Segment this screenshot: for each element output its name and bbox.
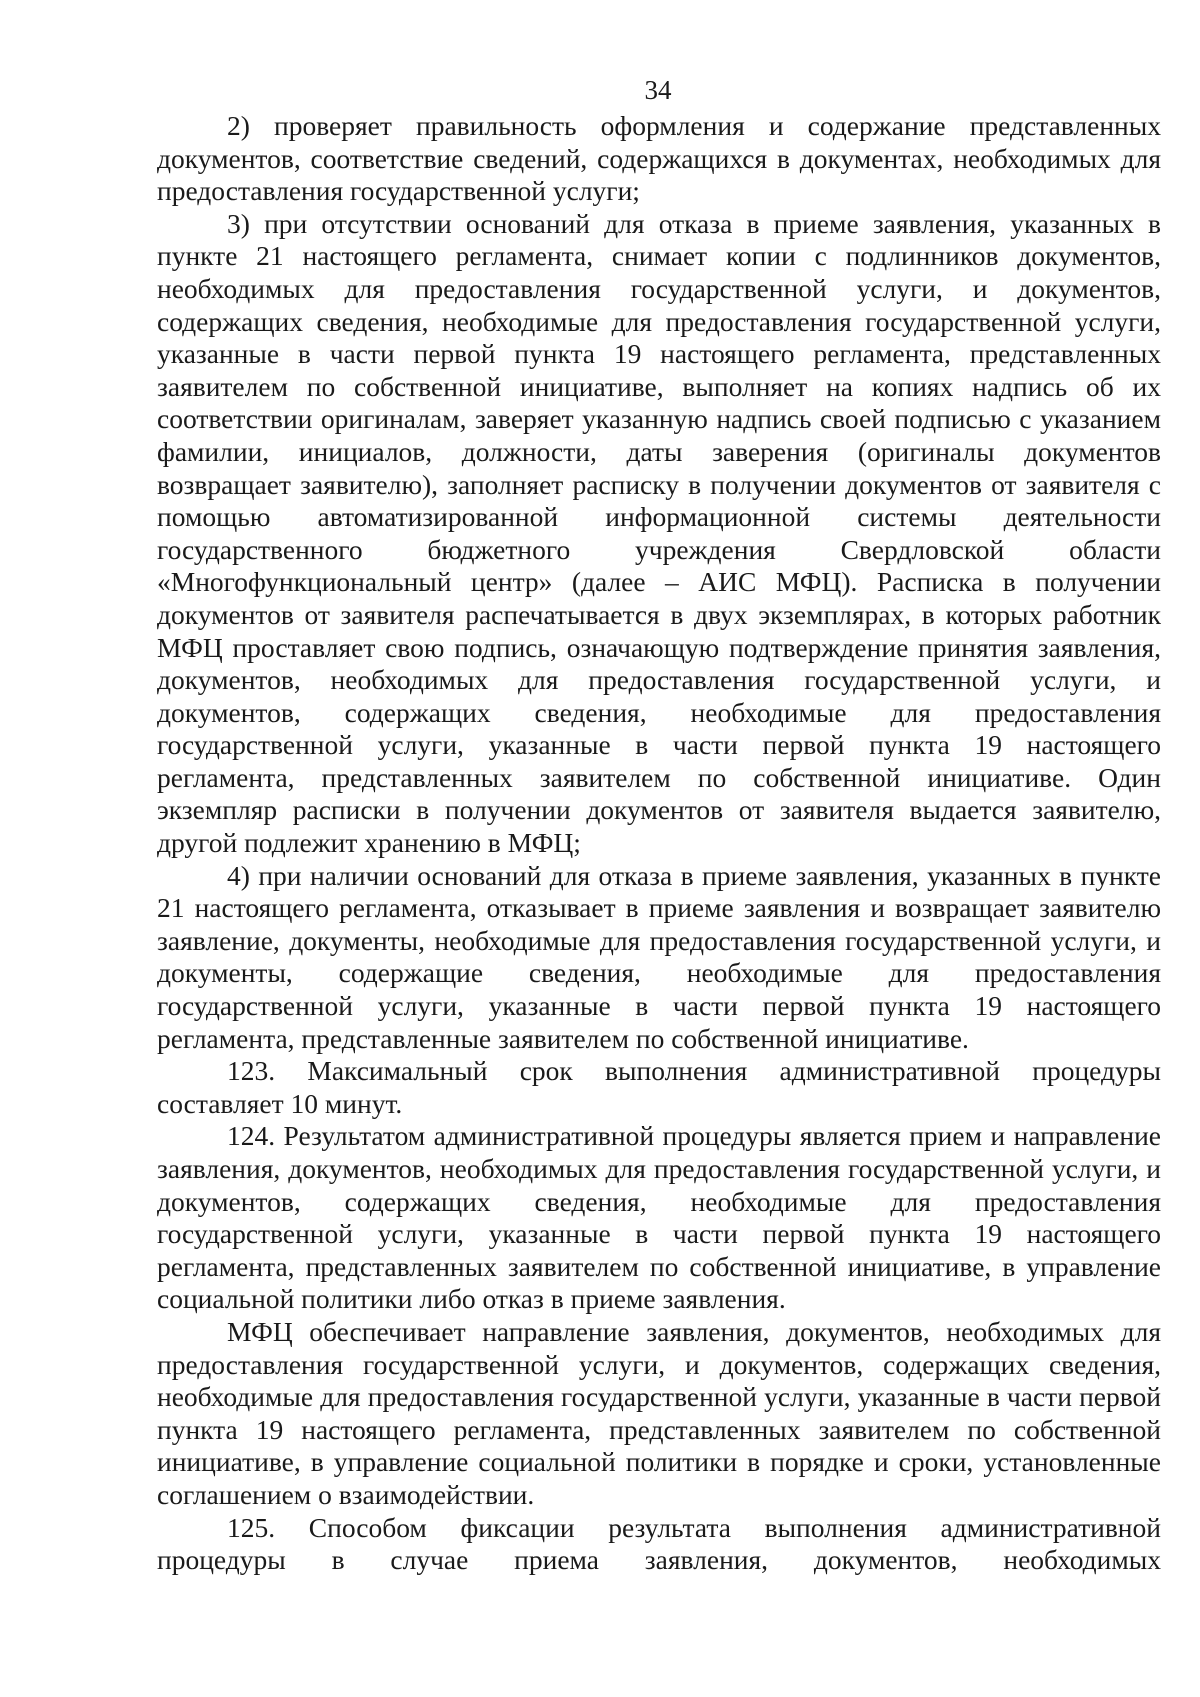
- paragraph-item-4: 4) при наличии оснований для отказа в приеме заявления, указанных в пункте 21 настоящего регламента, отказывает в приеме заявления и возвращает заявителю заявление, документы, необходимые для предоставления государственной услуги, и документы, содержащие сведения, необходимые для предоставления государственной услуги, указанные в части первой пункта 19 настоящего регламента, представленные заявителем по собственной инициативе.: [157, 859, 1161, 1054]
- paragraph-item-2: 2) проверяет правильность оформления и содержание представленных документов, соответствие сведений, содержащихся в документах, необходимых для предоставления государственной услуги;: [157, 110, 1161, 207]
- paragraph-124: 124. Результатом административной процедуры является прием и направление заявления, документов, необходимых для предоставления государственной услуги, и документов, содержащих сведения, необходимые для предоставления государственной услуги, указанные в части первой пункта 19 настоящего регламента, представленных заявителем по собственной инициативе, в управление социальной политики либо отказ в приеме заявления.: [157, 1120, 1161, 1315]
- paragraph-mfc: МФЦ обеспечивает направление заявления, документов, необходимых для предоставления государственной услуги, и документов, содержащих сведения, необходимые для предоставления государственной услуги, указанные в части первой пункта 19 настоящего регламента, представленных заявителем по собственной инициативе, в управление социальной политики в порядке и сроки, установленные соглашением о взаимодействии.: [157, 1315, 1161, 1510]
- paragraph-125: 125. Способом фиксации результата выполнения административной процедуры в случае приема заявления, документов, необходимых: [157, 1511, 1161, 1576]
- page-number: 34: [644, 75, 672, 105]
- paragraph-item-3: 3) при отсутствии оснований для отказа в приеме заявления, указанных в пункте 21 настоящего регламента, снимает копии с подлинников документов, необходимых для предоставления государственной услуги, и документов, содержащих сведения, необходимые для предоставления государственной услуги, указанные в части первой пункта 19 настоящего регламента, представленных заявителем по собственной инициативе, выполняет на копиях надпись об их соответствии оригиналам, заверяет указанную надпись своей подписью с указанием фамилии, инициалов, должности, даты заверения (оригиналы документов возвращает заявителю), заполняет расписку в получении документов от заявителя с помощью автоматизированной информационной системы деятельности государственного бюджетного учреждения Свердловской области «Многофункциональный центр» (далее – АИС МФЦ). Расписка в получении документов от заявителя распечатывается в двух экземплярах, в которых работник МФЦ проставляет свою подпись, означающую подтверждение принятия заявления, документов, необходимых для предоставления государственной услуги, и документов, содержащих сведения, необходимые для предоставления государственной услуги, указанные в части первой пункта 19 настоящего регламента, представленных заявителем по собственной инициативе. Один экземпляр расписки в получении документов от заявителя выдается заявителю, другой подлежит хранению в МФЦ;: [157, 207, 1161, 859]
- document-body: [157, 110, 1161, 1577]
- paragraph-123: 123. Максимальный срок выполнения административной процедуры составляет 10 минут.: [157, 1055, 1161, 1119]
